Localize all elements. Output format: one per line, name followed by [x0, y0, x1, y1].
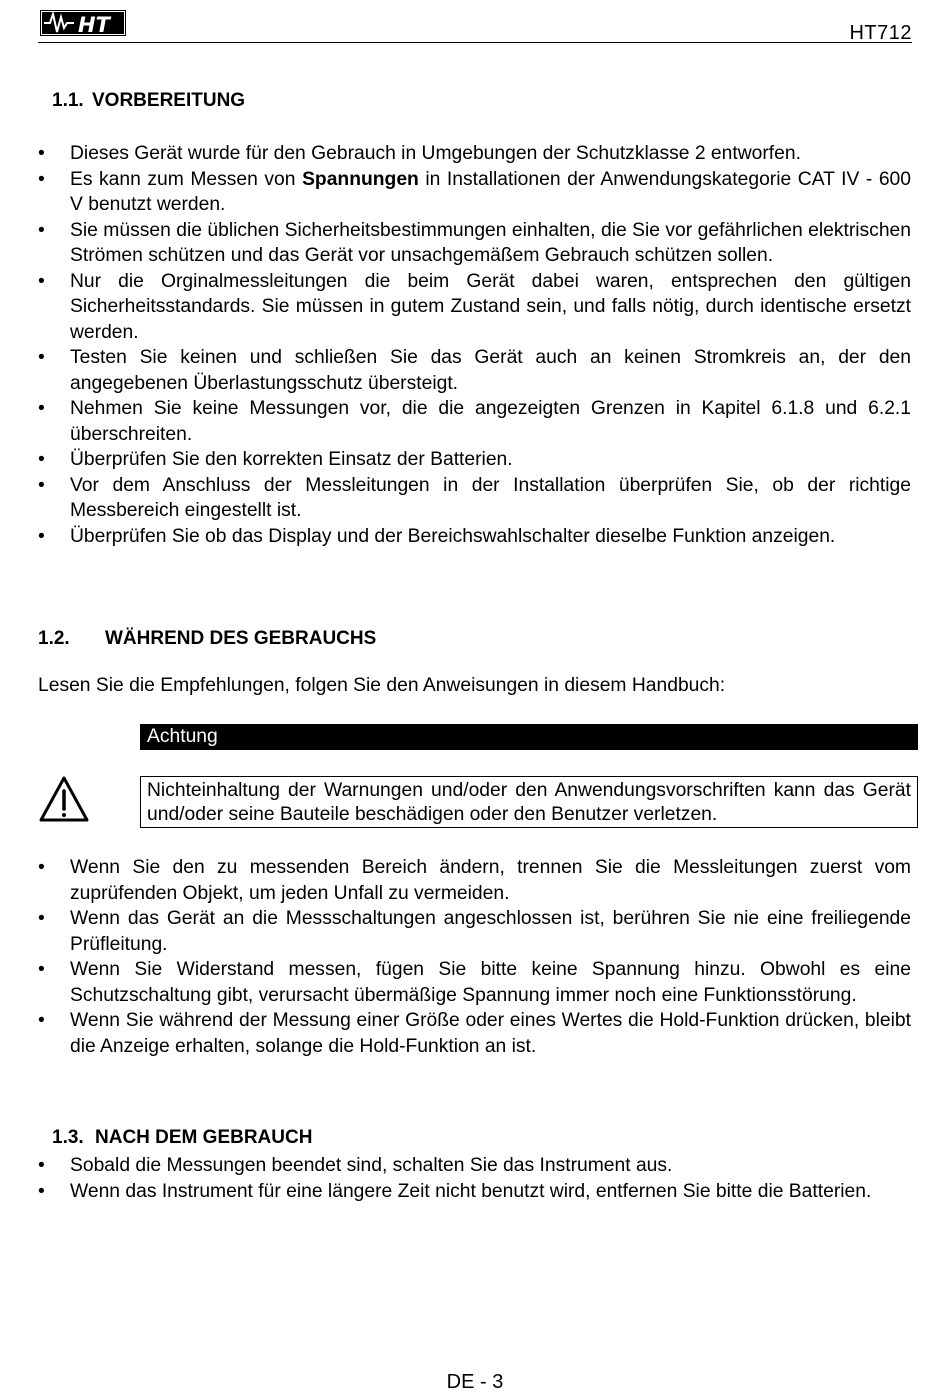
list-item: • Wenn Sie während der Messung einer Größe oder eines Wertes die Hold-Funktion drücken, bleibt die Anzeige erhalten, solange die Hold-Funktion an ist. — [38, 1008, 911, 1059]
item-text: Nur die Orginalmessleitungen die beim Gerät dabei waren, entsprechen den gültigen Sicherheitsstandards. Sie müssen in gutem Zustand sein, und falls nötig, durch identische ersetzt werden. — [70, 270, 911, 343]
list-item: • Wenn das Gerät an die Messschaltungen angeschlossen ist, berühren Sie nie eine freiliegende Prüfleitung. — [38, 906, 911, 957]
warning-triangle-icon — [38, 775, 90, 823]
warning-header: Achtung — [140, 724, 918, 750]
section-number: 1.2. — [38, 628, 70, 649]
model-name: HT712 — [849, 22, 912, 44]
item-text-end: in Installationen der Anwendungskategorie CAT IV - 600 V benutzt werden. — [70, 168, 911, 215]
list-item: • Sobald die Messungen beendet sind, schalten Sie das Instrument aus. — [38, 1153, 911, 1179]
intro-paragraph: Lesen Sie die Empfehlungen, folgen Sie den Anweisungen in diesem Handbuch: — [38, 675, 726, 696]
section-heading-after-use — [52, 1127, 312, 1149]
item-text: Testen Sie keinen und schließen Sie das Gerät auch an keinen Stromkreis an, der den angegebenen Überlastungsschutz übersteigt. — [70, 347, 911, 394]
list-item: • Wenn Sie den zu messenden Bereich ändern, trennen Sie die Messleitungen zuerst vom zuprüfenden Objekt, um jeden Unfall zu vermeiden. — [38, 855, 911, 906]
item-text: Es kann zum Messen von — [70, 168, 303, 190]
list-item — [38, 218, 911, 269]
list-item — [38, 524, 911, 550]
after-use-list — [38, 1153, 911, 1204]
during-use-list — [38, 855, 911, 1059]
list-item — [38, 345, 911, 396]
list-item — [38, 473, 911, 524]
list-item: • Wenn Sie Widerstand messen, fügen Sie bitte keine Spannung hinzu. Obwohl es eine Schutzschaltung gibt, verursacht übermäßige Spannung immer noch eine Funktionsstörung. — [38, 957, 911, 1008]
list-item — [38, 269, 911, 346]
item-text: Nehmen Sie keine Messungen vor, die die angezeigten Grenzen in Kapitel 6.1.8 und 6.2.1 überschreiten. — [70, 398, 911, 445]
item-text: Überprüfen Sie ob das Display und der Bereichswahlschalter dieselbe Funktion anzeigen. — [70, 525, 836, 547]
section-number: 1.3. — [52, 1127, 84, 1148]
item-text: Vor dem Anschluss der Messleitungen in der Installation überprüfen Sie, ob der richtige Messbereich eingestellt ist. — [70, 474, 911, 521]
section-heading-during-use — [38, 628, 376, 650]
warning-box: Nichteinhaltung der Warnungen und/oder den Anwendungsvorschriften kann das Gerät und/oder seine Bauteile beschädigen oder den Benutzer verletzen. — [140, 776, 918, 828]
list-item — [38, 167, 911, 218]
section-title: WÄHREND DES GEBRAUCHS — [105, 628, 377, 649]
section-number: 1.1. — [52, 90, 84, 111]
section-title: VORBEREITUNG — [92, 90, 246, 111]
list-item — [38, 447, 911, 473]
list-item: • Wenn das Instrument für eine längere Zeit nicht benutzt wird, entfernen Sie bitte die Batterien. — [38, 1179, 911, 1205]
ht-logo-icon — [38, 8, 128, 38]
list-item — [38, 396, 911, 447]
page-header — [38, 8, 912, 43]
preparation-list — [38, 141, 911, 549]
section-title: NACH DEM GEBRAUCH — [95, 1127, 313, 1148]
item-text: Überprüfen Sie den korrekten Einsatz der Batterien. — [70, 449, 513, 470]
item-text: Dieses Gerät wurde für den Gebrauch in Umgebungen der Schutzklasse 2 entworfen. — [70, 143, 801, 164]
section-heading-preparation — [52, 90, 245, 112]
list-item — [38, 141, 911, 167]
item-bold-text: Spannungen — [302, 168, 419, 190]
logo-text: HT — [78, 13, 110, 37]
item-text: Sie müssen die üblichen Sicherheitsbestimmungen einhalten, die Sie vor gefährlichen elektrischen Strömen schützen und das Gerät vor unsachgemäßem Gebrauch schützen sollen. — [70, 219, 911, 266]
page-number: DE - 3 — [446, 1371, 504, 1393]
